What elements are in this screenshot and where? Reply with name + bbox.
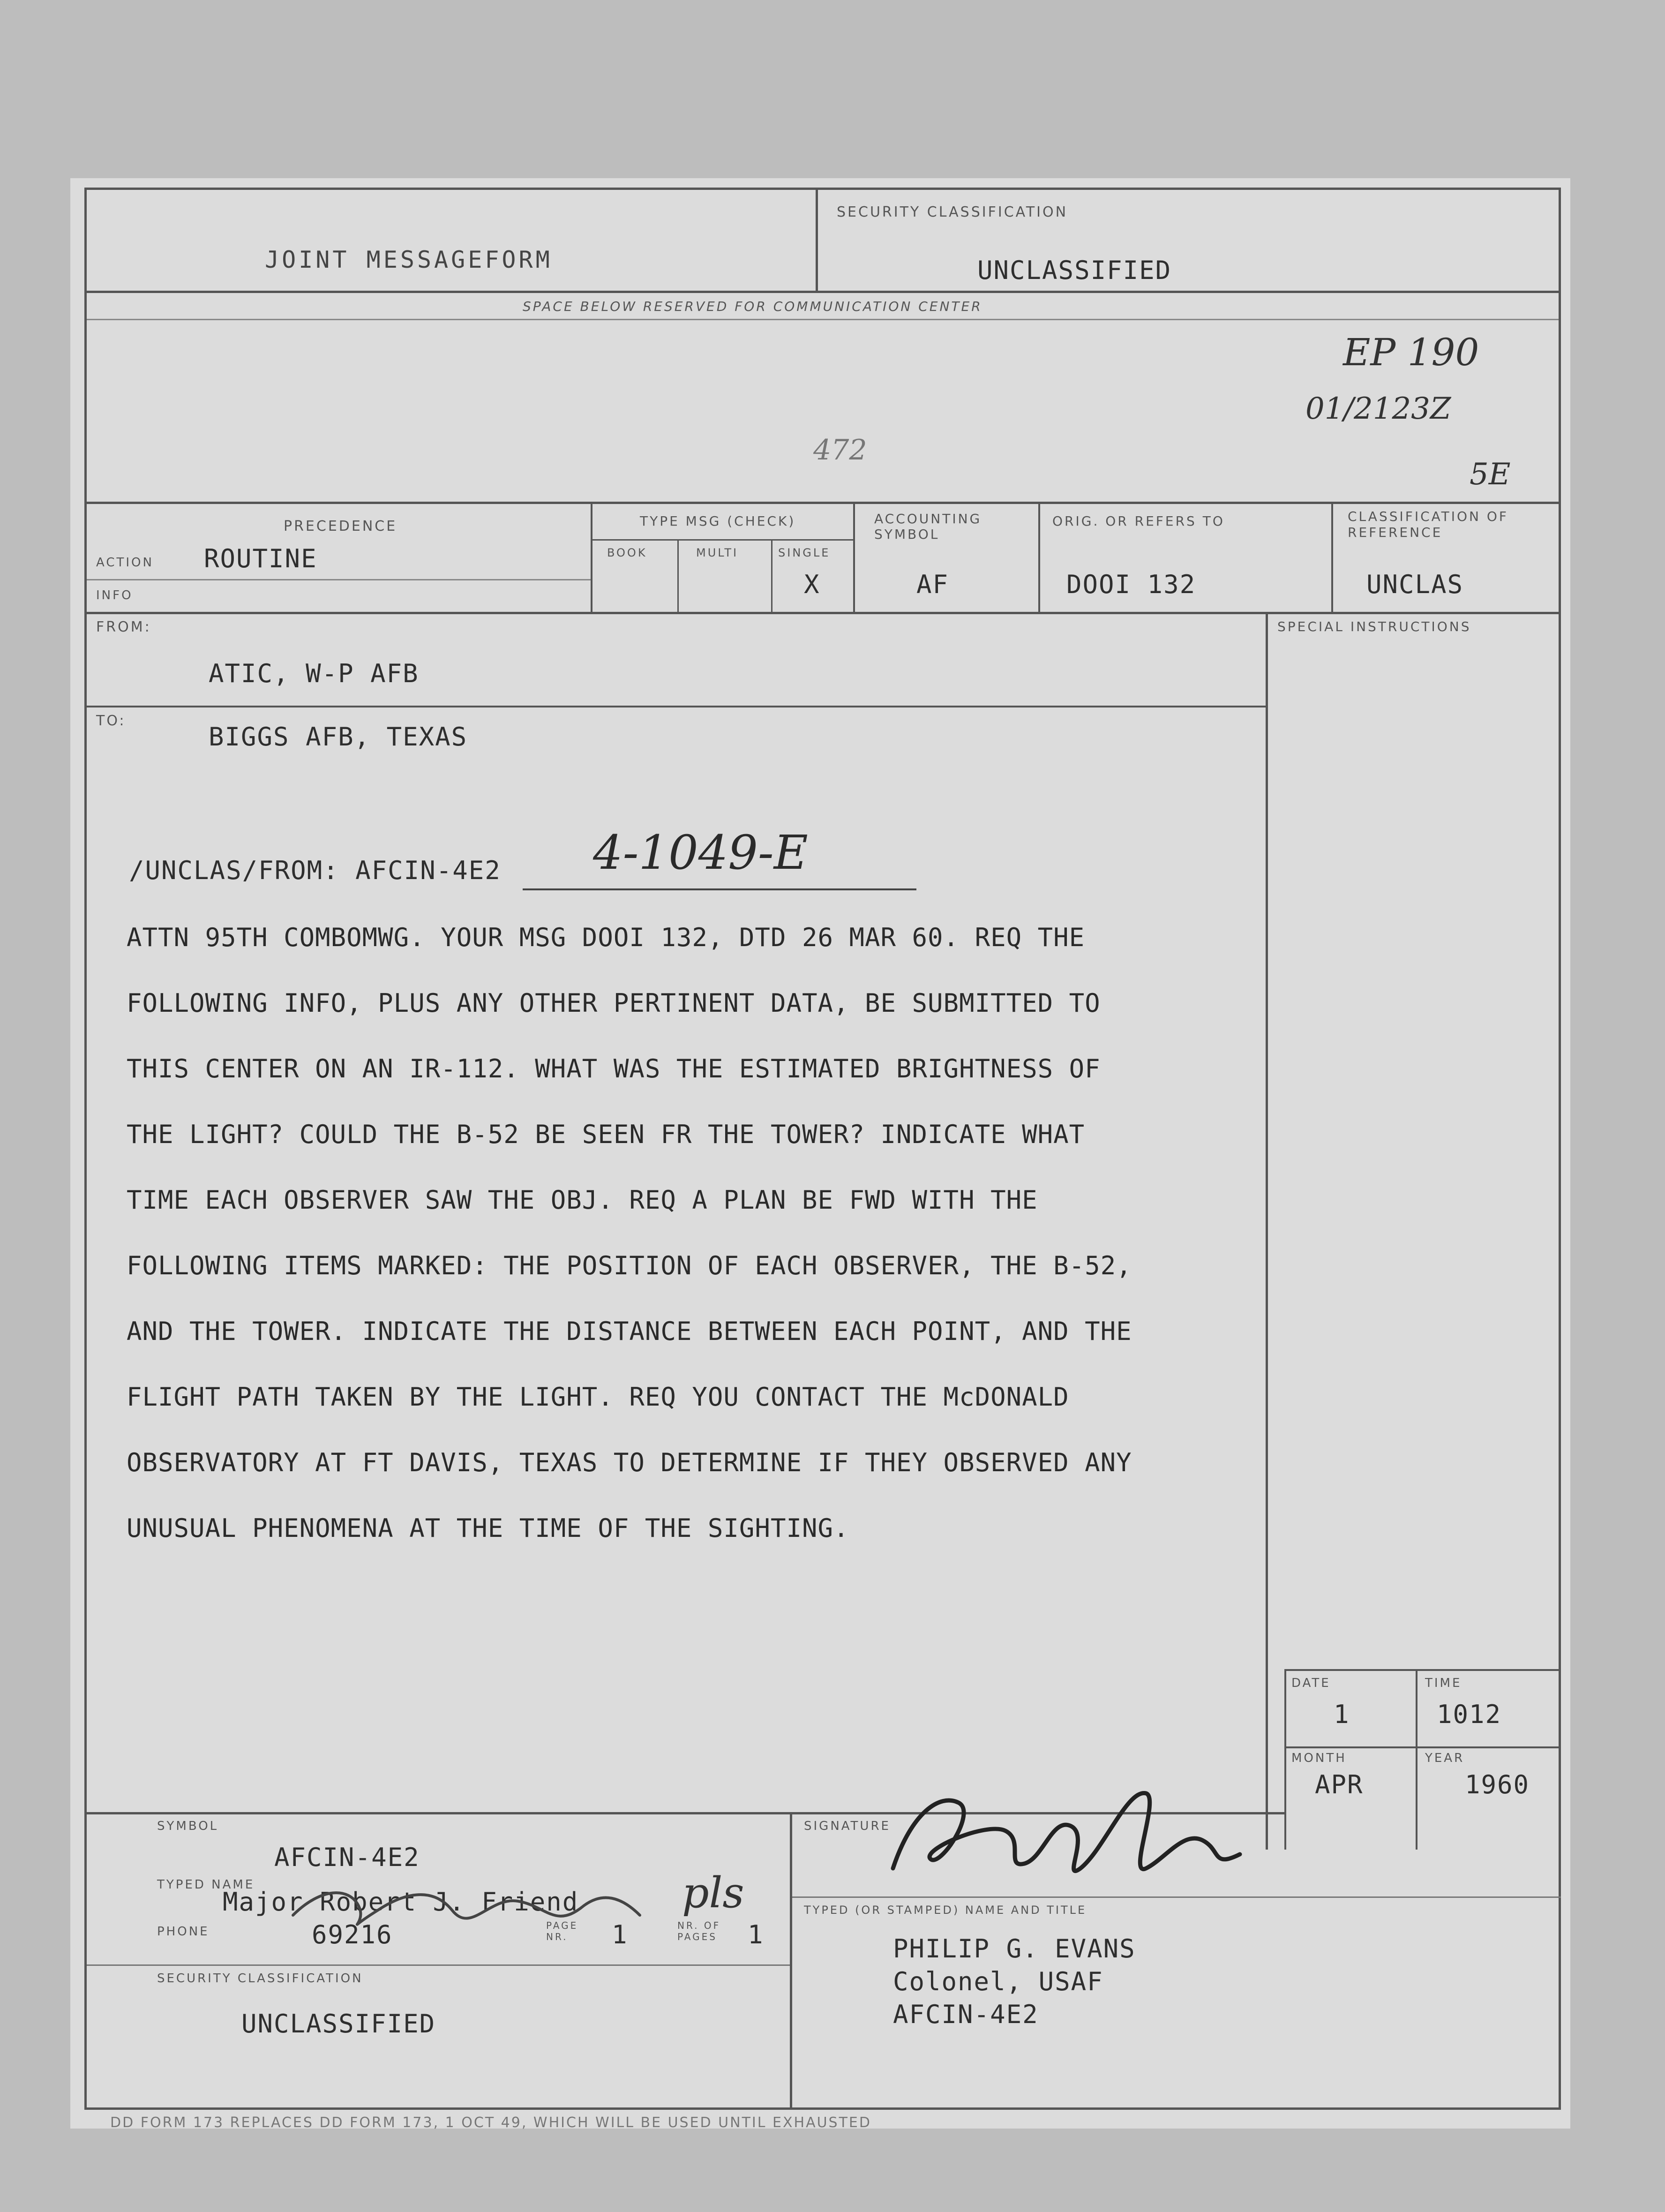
ep-number-annotation: EP 190: [1343, 331, 1479, 374]
dtg-annotation: 01/2123Z: [1305, 391, 1451, 426]
date-value: 1: [1334, 1700, 1350, 1729]
footer-security-value: UNCLASSIFIED: [241, 2009, 436, 2039]
time-value: 1012: [1437, 1700, 1502, 1729]
signer-office: AFCIN-4E2: [893, 2000, 1039, 2029]
page-nr-label: PAGE NR.: [546, 1920, 578, 1942]
form-title: JOINT MESSAGEFORM: [265, 246, 553, 273]
nr-of-pages-value: 1: [748, 1920, 764, 1949]
message-header: /UNCLAS/FROM: AFCIN-4E2: [129, 856, 501, 885]
phone-label: PHONE: [157, 1925, 210, 1939]
signer-rank: Colonel, USAF: [893, 1967, 1103, 1996]
book-label: BOOK: [607, 546, 647, 559]
footer-security-label: SECURITY CLASSIFICATION: [157, 1971, 363, 1986]
security-classification-label: SECURITY CLASSIFICATION: [837, 204, 1068, 220]
typed-name-value: Major Robert J. Friend: [223, 1887, 579, 1917]
accounting-symbol-value: AF: [916, 570, 949, 599]
multi-label: MULTI: [696, 546, 739, 559]
page-nr-value: 1: [612, 1920, 628, 1949]
message-line: THIS CENTER ON AN IR-112. WHAT WAS THE ESTIMATED BRIGHTNESS OF: [127, 1054, 1101, 1083]
message-line: OBSERVATORY AT FT DAVIS, TEXAS TO DETERMINE IF THEY OBSERVED ANY: [127, 1448, 1132, 1477]
accounting-symbol-label: ACCOUNTING SYMBOL: [874, 511, 982, 542]
message-line: ATTN 95TH COMBOMWG. YOUR MSG DOOI 132, DTD 26 MAR 60. REQ THE: [127, 923, 1085, 952]
symbol-value: AFCIN-4E2: [274, 1843, 420, 1872]
precedence-label: PRECEDENCE: [284, 518, 398, 534]
evans-signature: [884, 1775, 1259, 1892]
message-line: FOLLOWING ITEMS MARKED: THE POSITION OF EACH OBSERVER, THE B-52,: [127, 1251, 1132, 1280]
orig-refers-value: DOOI 132: [1066, 570, 1196, 599]
symbol-label: SYMBOL: [157, 1819, 219, 1833]
form-footer-text: DD FORM 173 REPLACES DD FORM 173, 1 OCT 49, WHICH WILL BE USED UNTIL EXHAUSTED: [110, 2114, 871, 2131]
from-label: FROM:: [96, 619, 151, 635]
to-label: TO:: [96, 713, 126, 729]
single-checkmark: X: [804, 570, 820, 599]
action-label: ACTION: [96, 556, 154, 570]
year-value: 1960: [1465, 1770, 1530, 1799]
stamp-number: 472: [813, 434, 867, 466]
message-body: [127, 905, 1252, 1561]
classification-of-reference-value: UNCLAS: [1366, 570, 1464, 599]
message-line: UNUSUAL PHENOMENA AT THE TIME OF THE SIGHTING.: [127, 1513, 849, 1543]
month-value: APR: [1315, 1770, 1364, 1799]
typed-name-title-label: TYPED (OR STAMPED) NAME AND TITLE: [804, 1904, 1087, 1917]
action-value: ROUTINE: [204, 544, 317, 573]
phone-value: 69216: [312, 1920, 393, 1949]
from-value: ATIC, W-P AFB: [209, 659, 419, 688]
typed-name-label: TYPED NAME: [157, 1878, 255, 1892]
message-line: TIME EACH OBSERVER SAW THE OBJ. REQ A PLAN BE FWD WITH THE: [127, 1185, 1038, 1215]
security-classification-value: UNCLASSIFIED: [977, 256, 1172, 285]
message-line: AND THE TOWER. INDICATE THE DISTANCE BETWEEN EACH POINT, AND THE: [127, 1317, 1132, 1346]
type-msg-label: TYPE MSG (CHECK): [640, 513, 796, 529]
file-number-annotation: 4-1049-E: [593, 825, 808, 880]
initials-annotation: pls: [682, 1868, 744, 1918]
info-label: INFO: [96, 588, 133, 602]
code-annotation: 5E: [1470, 457, 1511, 492]
date-label: DATE: [1291, 1676, 1331, 1690]
message-line: THE LIGHT? COULD THE B-52 BE SEEN FR THE TOWER? INDICATE WHAT: [127, 1120, 1085, 1149]
to-value: BIGGS AFB, TEXAS: [209, 722, 468, 752]
reserved-space-label: SPACE BELOW RESERVED FOR COMMUNICATION CENTER: [523, 299, 982, 314]
single-label: SINGLE: [778, 546, 831, 559]
orig-refers-label: ORIG. OR REFERS TO: [1052, 513, 1225, 529]
special-instructions-label: SPECIAL INSTRUCTIONS: [1277, 619, 1471, 634]
time-label: TIME: [1425, 1676, 1462, 1690]
signer-name: PHILIP G. EVANS: [893, 1934, 1136, 1964]
month-label: MONTH: [1291, 1751, 1347, 1765]
year-label: YEAR: [1425, 1751, 1465, 1765]
message-line: FOLLOWING INFO, PLUS ANY OTHER PERTINENT DATA, BE SUBMITTED TO: [127, 988, 1101, 1018]
classification-of-reference-label: CLASSIFICATION OF REFERENCE: [1348, 509, 1509, 540]
friend-signature: [284, 1859, 659, 1953]
signature-label: SIGNATURE: [804, 1819, 891, 1833]
nr-of-pages-label: NR. OF PAGES: [677, 1920, 721, 1942]
message-line: FLIGHT PATH TAKEN BY THE LIGHT. REQ YOU CONTACT THE McDONALD: [127, 1382, 1069, 1412]
